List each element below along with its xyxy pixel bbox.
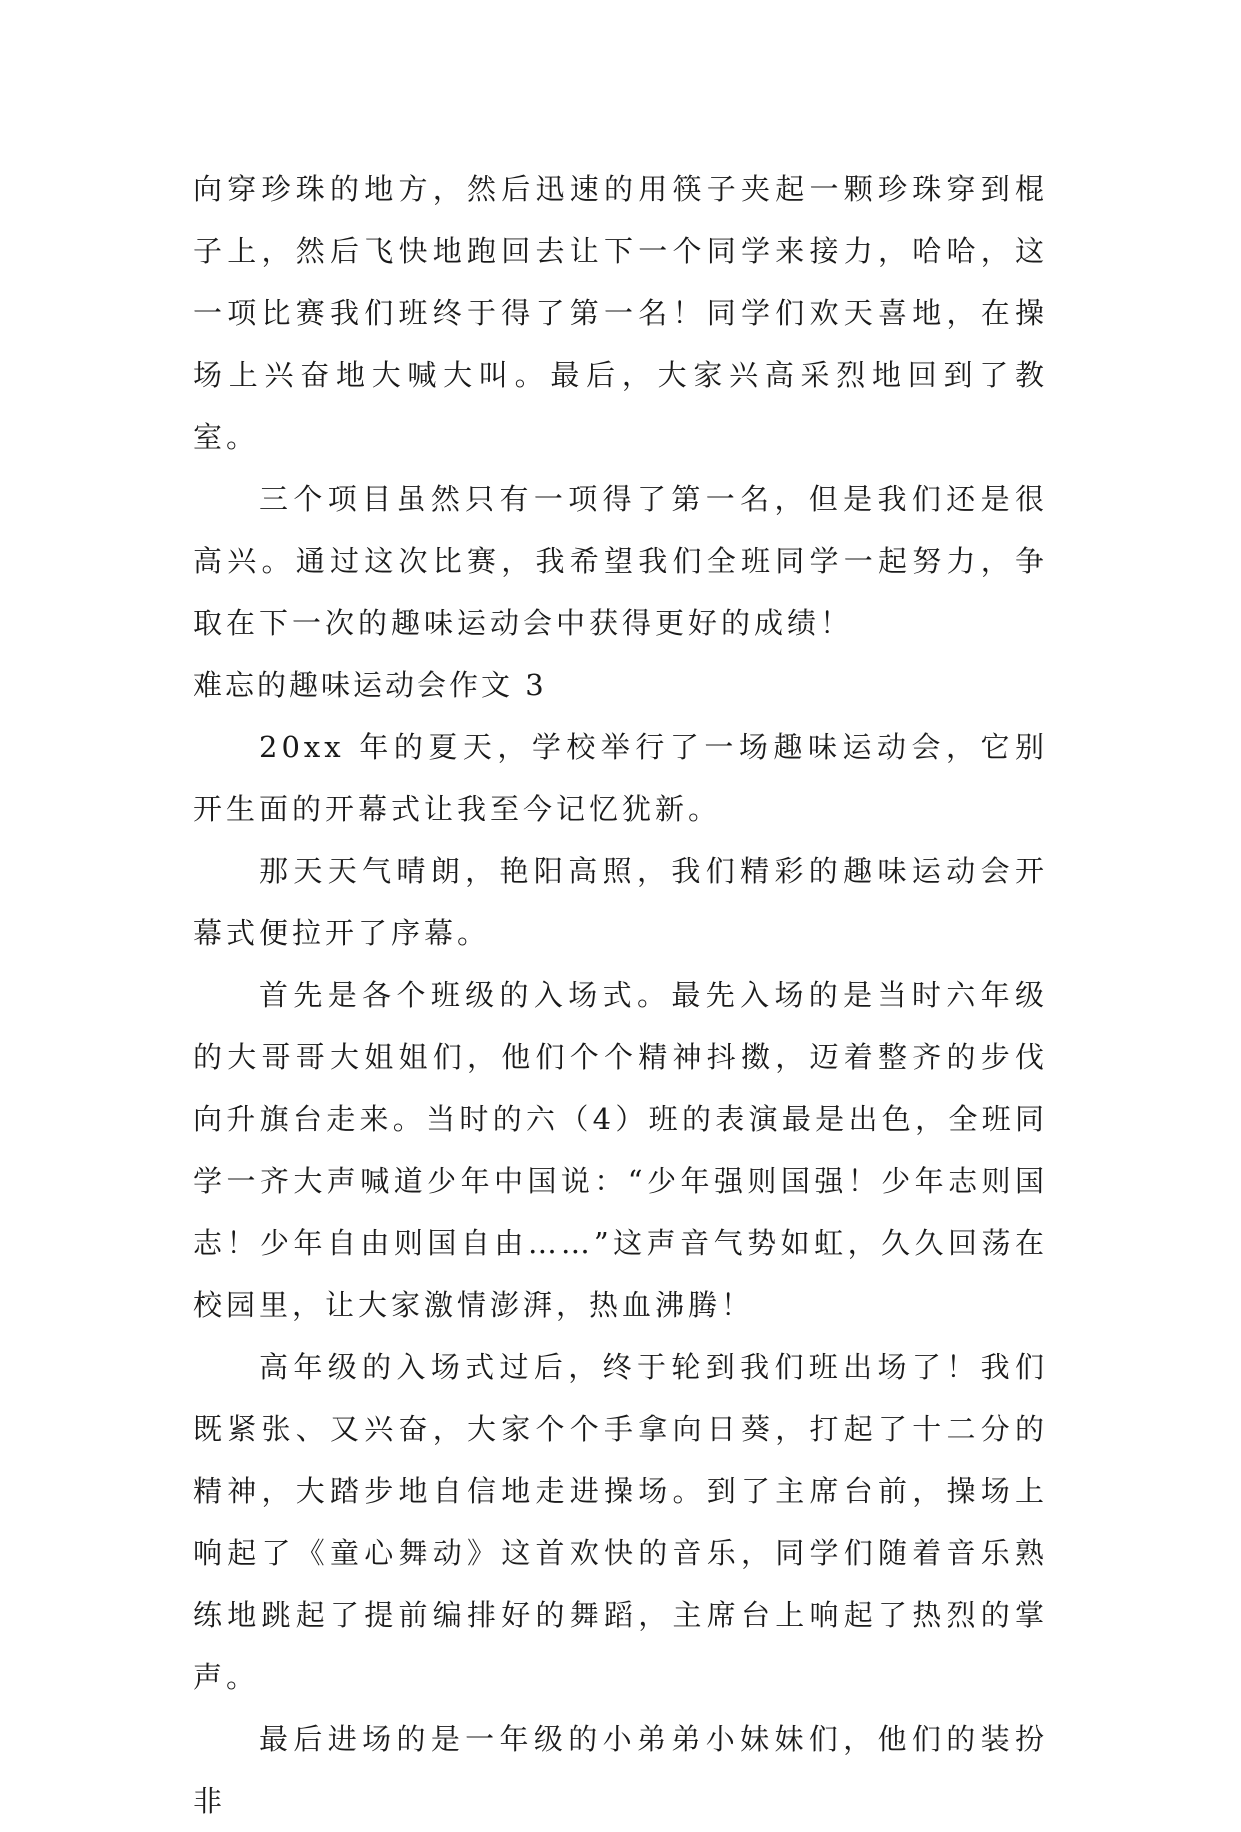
- paragraph-entrance: 首先是各个班级的入场式。最先入场的是当时六年级的大哥哥大姐姐们，他们个个精神抖擞，迈着整齐的步伐向升旗台走来。当时的六（4）班的表演最是出色，全班同学一齐大声喊道少年中国说：“少年强则国强！少年志则国志！少年自由则国自由……”这声音气势如虹，久久回荡在校园里，让大家激情澎湃，热血沸腾！: [193, 978, 1048, 1322]
- paragraph-first-grade: 最后进场的是一年级的小弟弟小妹妹们，他们的装扮非: [193, 1722, 1048, 1818]
- paragraph-our-class: 高年级的入场式过后，终于轮到我们班出场了！我们既紧张、又兴奋，大家个个手拿向日葵，打起了十二分的精神，大踏步地自信地走进操场。到了主席台前，操场上响起了《童心舞动》这首欢快的音乐，同学们随着音乐熟练地跳起了提前编排好的舞蹈，主席台上响起了热烈的掌声。: [193, 1350, 1048, 1694]
- paragraph-weather: 那天天气晴朗，艳阳高照，我们精彩的趣味运动会开幕式便拉开了序幕。: [193, 854, 1048, 950]
- paragraph-intro: 20xx 年的夏天，学校举行了一场趣味运动会，它别开生面的开幕式让我至今记忆犹新。: [193, 730, 1048, 826]
- paragraph-conclusion: 三个项目虽然只有一项得了第一名，但是我们还是很高兴。通过这次比赛，我希望我们全班同学一起努力，争取在下一次的趣味运动会中获得更好的成绩！: [193, 482, 1048, 640]
- essay-heading: 难忘的趣味运动会作文 3: [193, 668, 547, 702]
- document-body: [193, 158, 1048, 1832]
- paragraph-continued: 向穿珍珠的地方，然后迅速的用筷子夹起一颗珍珠穿到棍子上，然后飞快地跑回去让下一个同学来接力，哈哈，这一项比赛我们班终于得了第一名！同学们欢天喜地，在操场上兴奋地大喊大叫。最后，大家兴高采烈地回到了教室。: [193, 172, 1048, 454]
